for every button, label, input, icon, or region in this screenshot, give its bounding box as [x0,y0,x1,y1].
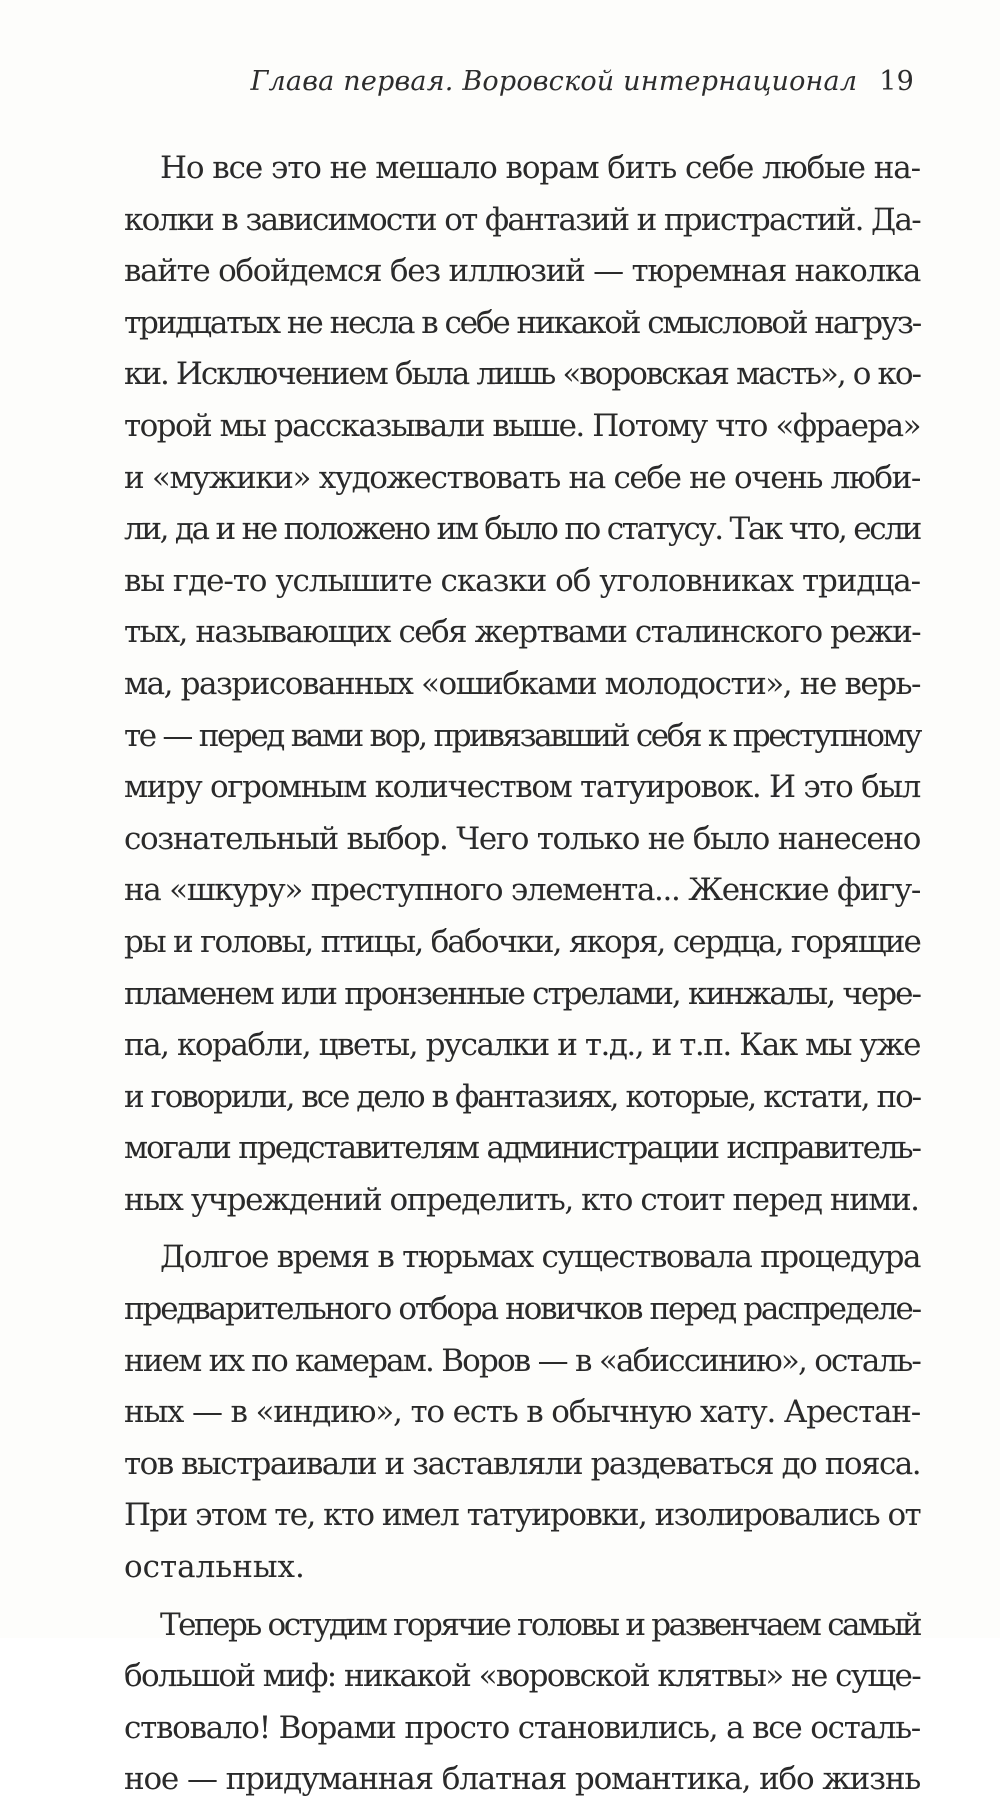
text-line: ры и головы, птицы, бабочки, якоря, сердца, горящие [124,923,920,960]
running-head [250,66,914,97]
text-line: вы где-то услышите сказки об уголовниках тридца- [124,562,920,599]
text-line: па, корабли, цветы, русалки и т.д., и т.п. Как мы уже [124,1027,920,1064]
text-line: нием их по камерам. Воров — в «абиссинию», осталь- [124,1342,920,1379]
text-line: При этом те, кто имел татуировки, изолировались от [124,1497,920,1534]
text-line: Но все это не мешало ворам бить себе любые на- [160,150,920,186]
text-line: тридцатых не несла в себе никакой смысловой нагруз- [124,304,920,341]
text-line: ли, да и не положено им было по статусу. Так что, если [124,511,920,548]
text-line: миру огромным количеством татуировок. И это был [124,769,920,806]
text-line: те — перед вами вор, привязавший себя к преступному [124,717,920,754]
text-line: ных — в «индию», то есть в обычную хату. Арестан- [124,1394,920,1431]
text-line: тых, называющих себя жертвами сталинского режи- [124,614,920,651]
text-line: тов выстраивали и заставляли раздеваться до пояса. [124,1445,920,1482]
text-line: и говорили, все дело в фантазиях, которые, кстати, по- [124,1078,920,1115]
text-line: на «шкуру» преступного элемента... Женские фигу- [124,872,920,909]
text-line: торой мы рассказывали выше. Потому что «фраера» [124,407,920,444]
text-line: ма, разрисованных «ошибками молодости», не верь- [124,665,920,702]
text-line: сознательный выбор. Чего только не было нанесено [124,820,920,857]
text-line: ки. Исключением была лишь «воровская масть», о ко- [124,356,920,393]
text-line: большой миф: никакой «воровской клятвы» не суще- [124,1658,920,1695]
text-line: ное — придуманная блатная романтика, ибо жизнь [124,1761,920,1798]
text-line: ствовало! Ворами просто становились, а все осталь- [124,1709,920,1746]
text-line: предварительного отбора новичков перед распределе- [124,1291,920,1328]
text-line: ных учреждений определить, кто стоит перед ними. [124,1181,919,1218]
text-line: Долгое время в тюрьмах существовала процедура [160,1239,920,1276]
text-line: могали представителям администрации исправитель- [124,1130,920,1167]
text-line: и «мужики» художествовать на себе не очень люби- [124,459,920,496]
text-line: вайте обойдемся без иллюзий — тюремная наколка [124,253,920,290]
text-line: Теперь остудим горячие головы и развенчаем самый [160,1606,920,1643]
body-text [124,143,920,1806]
text-line: пламенем или пронзенные стрелами, кинжалы, чере- [124,975,920,1012]
page-number: 19 [879,66,914,97]
text-line: остальных. [124,1549,305,1586]
text-line: колки в зависимости от фантазий и пристрастий. Да- [124,201,920,238]
chapter-title: Глава первая. Воровской интернационал [250,66,858,97]
